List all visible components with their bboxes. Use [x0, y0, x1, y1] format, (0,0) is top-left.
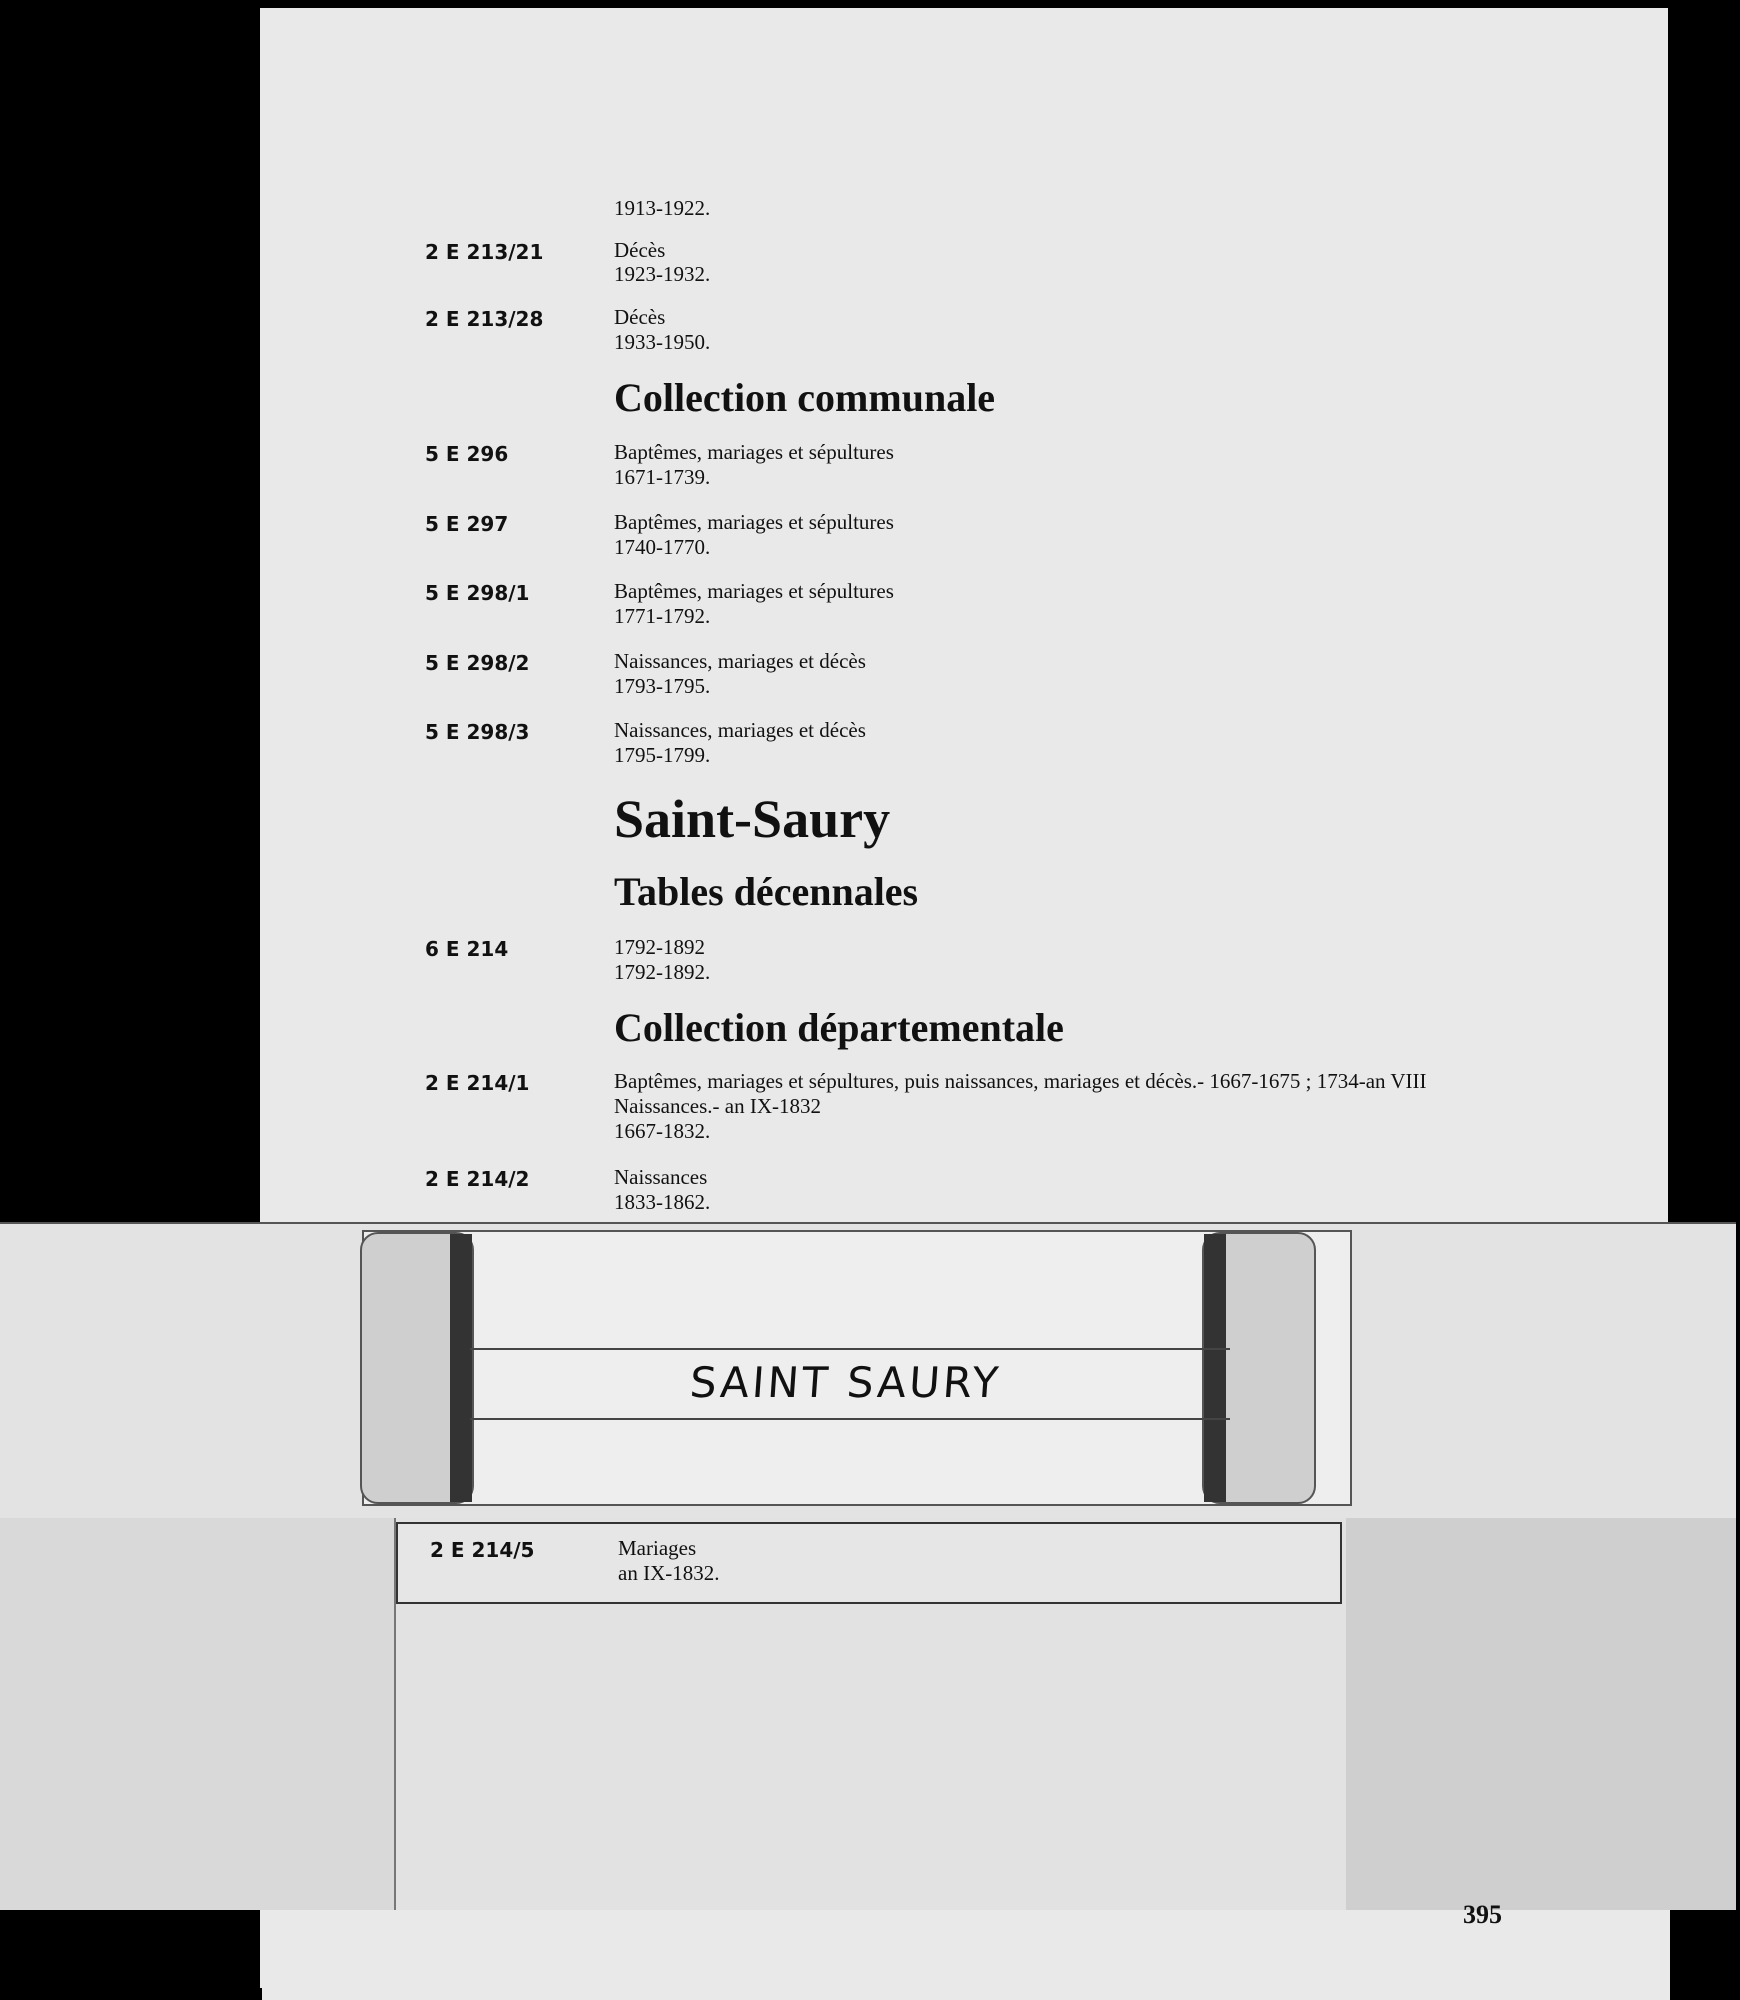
entry-title: Naissances, mariages et décès	[614, 718, 866, 742]
entry-code: 5 E 298/3	[425, 720, 530, 744]
section-heading: Collection départementale	[614, 1005, 1064, 1050]
section-heading: Tables décennales	[614, 869, 919, 914]
commune-title: Saint-Saury	[614, 789, 891, 849]
entry-title: Baptêmes, mariages et sépultures	[614, 440, 894, 464]
entry-code: 5 E 297	[425, 512, 509, 536]
page-bottom-margin	[262, 1910, 1670, 2000]
entry-dates: 1771-1792.	[614, 604, 711, 628]
entry-title: Naissances, mariages et décès	[614, 649, 866, 673]
paper-roll-right	[1202, 1232, 1316, 1504]
entry-title: Décès	[614, 305, 666, 329]
entry-code: 6 E 214	[425, 937, 509, 961]
entry-box	[396, 1522, 1342, 1604]
continuation-dates: 1913-1922.	[614, 196, 711, 220]
entry-code: 5 E 296	[425, 442, 509, 466]
entry-title: Baptêmes, mariages et sépultures, puis naissances, mariages et décès.- 1667-1675 ; 1734-an VIII	[614, 1069, 1427, 1093]
entry-code: 2 E 214/1	[425, 1071, 530, 1095]
entry-title-2: Naissances.- an IX-1832	[614, 1094, 822, 1118]
paper-roll-left	[360, 1232, 474, 1504]
section-heading: Collection communale	[614, 375, 996, 420]
entry-code: 2 E 214/2	[425, 1167, 530, 1191]
band-line-top	[470, 1348, 1230, 1350]
entry-dates: 1671-1739.	[614, 465, 711, 489]
entry-dates: 1792-1892.	[614, 960, 711, 984]
entry-title: Baptêmes, mariages et sépultures	[614, 579, 894, 603]
entry-dates: 1923-1932.	[614, 262, 711, 286]
entry-code: 5 E 298/1	[425, 581, 530, 605]
entry-dates: 1833-1862.	[614, 1190, 711, 1214]
entry-code: 2 E 213/28	[425, 307, 544, 331]
entry-title: 1792-1892	[614, 935, 705, 959]
entry-dates: 1795-1799.	[614, 743, 711, 767]
entry-dates: 1793-1795.	[614, 674, 711, 698]
lower-right-paper	[1346, 1518, 1736, 1910]
entry-code: 5 E 298/2	[425, 651, 530, 675]
entry-dates: 1740-1770.	[614, 535, 711, 559]
entry-title: Décès	[614, 238, 666, 262]
band-line-bottom	[470, 1418, 1230, 1420]
entry-code: 2 E 213/21	[425, 240, 544, 264]
entry-dates: 1933-1950.	[614, 330, 711, 354]
page-number: 395	[1463, 1900, 1502, 1929]
entry-title: Naissances	[614, 1165, 708, 1189]
entry-title: Baptêmes, mariages et sépultures	[614, 510, 894, 534]
entry-dates: an IX-1832.	[618, 1561, 720, 1585]
entry-title: Mariages	[618, 1536, 697, 1560]
strip-label: SAINT SAURY	[688, 1358, 1003, 1407]
entry-dates: 1667-1832.	[614, 1119, 711, 1143]
entry-code: 2 E 214/5	[430, 1538, 535, 1562]
